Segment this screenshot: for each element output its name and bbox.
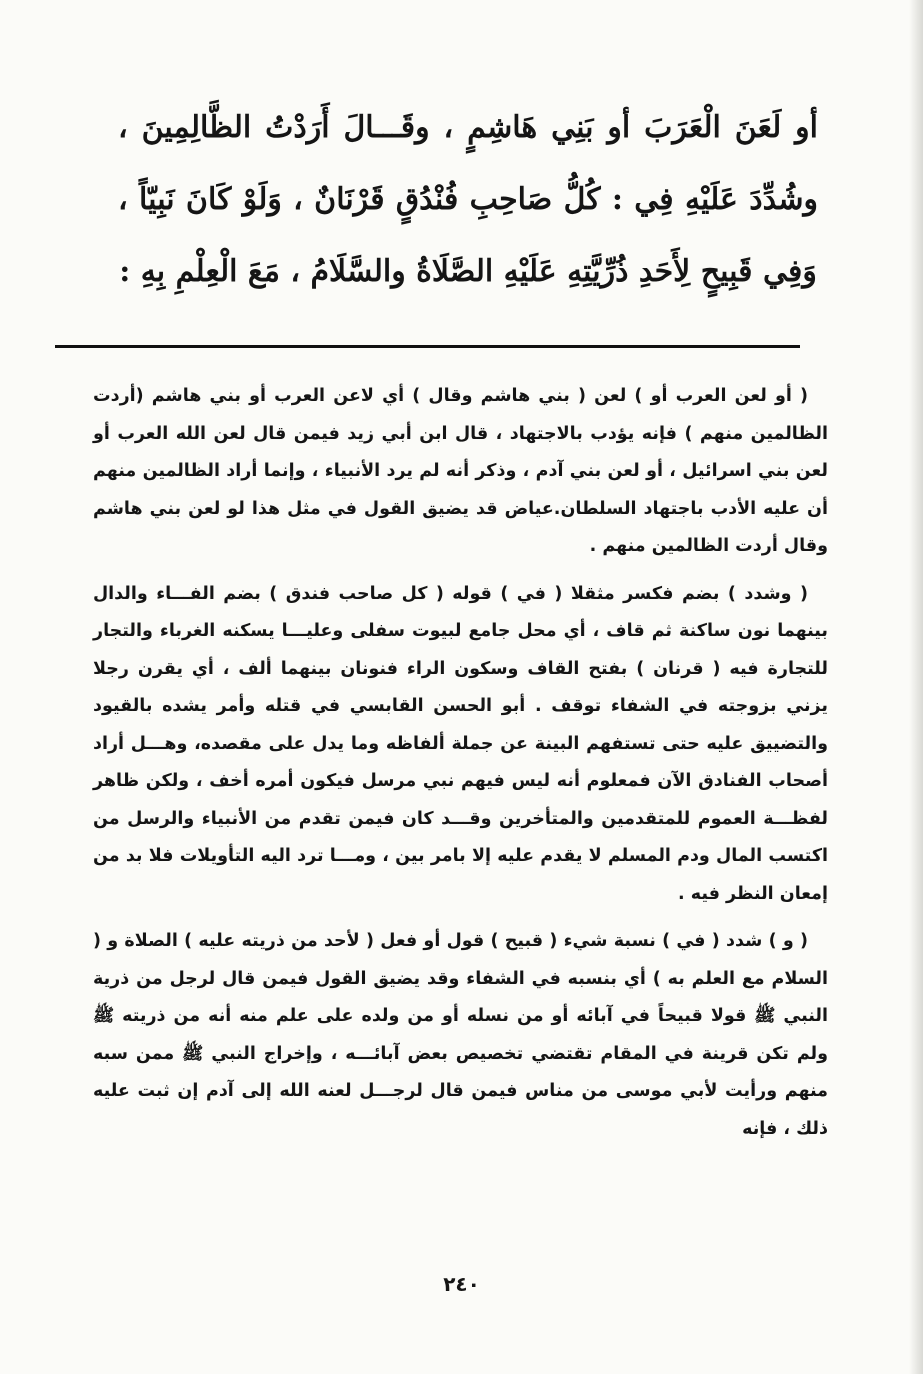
commentary [93,378,828,1158]
separator-rule [55,345,800,348]
page-number: ٢٤٠ [443,1272,480,1296]
commentary-paragraph: ( و ) شدد ( في ) نسبة شيء ( قبيح ) قول أو فعل ( لأحد من ذريته عليه ) الصلاة و ( السلام مع العلم به ) أي بنسبه في الشفاء وقد يضيق القول فيمن قال لرجل من ذرية النبي ﷺ قولا قبيحاً في آبائه أو من نسله أو من ولده على علم منه أنه من ذريته ﷺ ولم تكن قرينة في المقام تقتضي تخصيص بعض آبائـــه ، وإخراج النبي ﷺ ممن سبه منهم ورأيت لأبي موسى من مناس فيمن قال لرجـــل لعنه الله إلى آدم إن ثبت عليه ذلك ، فإنه [93,931,828,1139]
page-binding-edge [909,0,923,1374]
commentary-paragraph: ( أو لعن العرب أو ) لعن ( بني هاشم وقال ) أي لاعن العرب أو بني هاشم (أردت الظالمين منهم ) فإنه يؤدب بالاجتهاد ، قال ابن أبي زيد فيمن قال لعن الله العرب أو لعن بني اسرائيل ، أو لعن بني آدم ، وذكر أنه لم يرد الأنبياء ، وإنما أراد الظالمين منهم أن عليه الأدب باجتهاد السلطان.عياض قد يضيق القول في مثل هذا لو لعن بني هاشم وقال أردت الظالمين منهم . [93,386,828,556]
commentary-paragraph: ( وشدد ) بضم فكسر مثقلا ( في ) قوله ( كل صاحب فندق ) بضم الفـــاء والدال بينهما نون ساكنة ثم قاف ، أي محل جامع لبيوت سفلى وعليـــا يسكنه الغرباء والتجار للتجارة فيه ( قرنان ) بفتح القاف وسكون الراء فنونان بينهما ألف ، أي يقرن رجلا يزني بزوجته في الشفاء توقف . أبو الحسن القابسي في قتله وأمر يشده بالقيود والتضييق عليه حتى تستفهم البينة عن جملة ألفاظه وما يدل على مقصده، وهـــل أراد أصحاب الفنادق الآن فمعلوم أنه ليس فيهم نبي مرسل فيكون أمره أخف ، ولكن ظاهر لفظـــة العموم للمتقدمين والمتأخرين وقـــد كان فيمن تقدم من الأنبياء والرسل من اكتسب المال ودم المسلم لا يقدم عليه إلا بامر بين ، ومـــا ترد اليه التأويلات فلا بد من إمعان النظر فيه . [93,583,828,904]
main-text: أو لَعَنَ الْعَرَبَ أو بَنِي هَاشِمٍ ، وقَـــالَ أَرَدْتُ الظَّالِمِينَ ، وشُدِّدَ عَلَيْهِ فِي : كُلُّ صَاحِبِ فُنْدُقٍ قَرْنَانٌ ، وَلَوْ كَانَ نَبِيّاً ، وَفِي قَبِيحٍ لِأَحَدِ ذُرِّيَّتِهِ عَلَيْهِ الصَّلَاةُ والسَّلَامُ ، مَعَ الْعِلْمِ بِهِ : [118,110,818,289]
